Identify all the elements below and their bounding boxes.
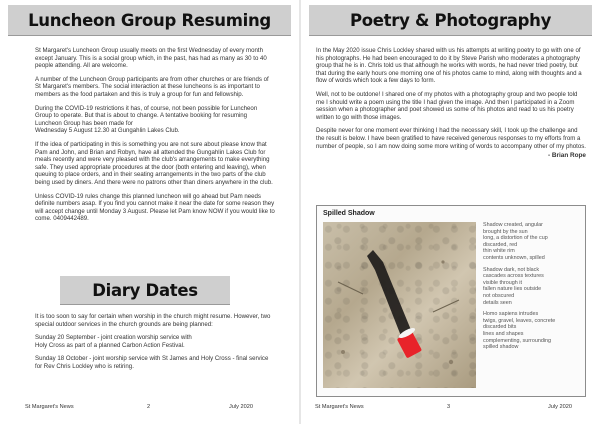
luncheon-heading-band xyxy=(8,5,291,36)
diary-paragraph: Sunday 18 October - joint worship service with St James and Holy Cross - final service for Rev Chris Lockley who is retiring. xyxy=(35,355,269,370)
poetry-heading-band xyxy=(309,5,592,36)
photo-title: Spilled Shadow xyxy=(323,210,375,217)
poem-stanza: Homo sapiens intrudes twigs, gravel, leaves, concrete discarded bits lines and shapes complementing, surrounding spilled shadow xyxy=(483,311,556,351)
poem-stanza: Shadow dark, not black cascades across textures visible through it fallen nature lies outside not obscured details seen xyxy=(483,266,544,306)
gravel-stone xyxy=(341,350,345,354)
footer-publication: St Margaret's News xyxy=(25,404,74,410)
poetry-paragraph: In the May 2020 issue Chris Lockley shared with us his attempts at writing poetry to go with one of his photographs. He had been encouraged to do it by Steve Parish who moderates a photography group that he is in. Chris told us that although he works with words, he had never tried poetry, but that during the early hours one morning one of his photos came to mind, along with thoughts and a flow of words which took a few days to form. xyxy=(316,47,582,85)
luncheon-paragraph: During the COVID-19 restrictions it has, of course, not been possible for Luncheon Group to operate. But that is about to change. A tentative booking for resuming Luncheon Group has been made for Wednesday 5 August 12.30 at Gungahlin Lakes Club. xyxy=(35,104,258,135)
twig xyxy=(433,300,459,312)
luncheon-paragraph: A number of the Luncheon Group participants are from other churches or are friends of St Margaret's members. The social interaction at these luncheons is as important to members as the food partaken and this is truly a group for fun and fellowship. xyxy=(35,75,269,98)
footer-date: July 2020 xyxy=(229,404,253,410)
luncheon-article xyxy=(35,47,275,229)
footer-page-number: 2 xyxy=(147,404,151,410)
gravel-stone xyxy=(441,260,444,263)
diary-article xyxy=(35,313,275,377)
poetry-article xyxy=(316,47,586,160)
poem-stanza: Shadow created, angular brought by the sun long, a distortion of the cup discarded, red thin white rim contents unknown, spilled xyxy=(483,222,548,261)
diary-heading: Diary Dates xyxy=(92,280,198,300)
twig xyxy=(338,282,363,294)
luncheon-paragraph: If the idea of participating in this is something you are not sure about please know that Pam and John, and Brian and Robyn, have all attended the Gungahlin Lakes Club for meals recently and were very pleased with the club's arrangements to make everything safe. They used appropriate procedures at the door (both entering and leaving), when queuing to place orders, and in their seating arrangements in the two parts of the club being used by diners. And there were no patrons other than diners anywhere in the club. xyxy=(35,140,273,186)
poem xyxy=(483,222,581,356)
poetry-heading: Poetry & Photography xyxy=(349,10,552,30)
footer-page-number: 3 xyxy=(447,404,451,410)
photo-artwork xyxy=(323,222,476,388)
footer-publication: St Margaret's News xyxy=(315,404,364,410)
luncheon-paragraph: Unless COVID-19 rules change this planned luncheon will go ahead but Pam needs definite numbers asap. If you find you cannot make it near the date for some reason they will accept change until Monday 3 August. Please let Pam know NOW if you would like to come. 0409442489. xyxy=(35,192,275,223)
author-signature: - Brian Rope xyxy=(548,152,586,160)
diary-paragraph: It is too soon to say for certain when worship in the church might resume. However, two special outdoor services in the church grounds are being planned: xyxy=(35,313,271,328)
diary-paragraph: Sunday 20 September - joint creation worship service with Holy Cross as part of a planned Carbon Action Festival. xyxy=(35,334,192,349)
poetry-paragraph: Well, not to be outdone! I shared one of my photos with a photography group and two people told me I should write a poem using the title I had given the image. And then I participated in a Zoom session when a photographer and poet showed us some of his photos and read to us his poetry written to go with those images. xyxy=(316,90,578,121)
spilled-shadow-photo xyxy=(323,222,476,388)
page-2 xyxy=(0,0,299,424)
photo-poem-box xyxy=(316,205,586,397)
page-3 xyxy=(301,0,600,424)
poetry-paragraph: Despite never for one moment ever thinking I had the necessary skill, I took up the challenge and the result is below. I have been gratified to have received generous responses to my efforts from a number of people, so I am now doing some more writing of words to accompany other of my photos. xyxy=(316,127,586,150)
gravel-stone xyxy=(449,360,453,364)
luncheon-heading: Luncheon Group Resuming xyxy=(28,10,271,30)
cup-shadow xyxy=(367,250,411,336)
diary-heading-band xyxy=(60,276,230,305)
luncheon-paragraph: St Margaret's Luncheon Group usually meets on the first Wednesday of every month except January. This is a social group which, in the past, has had as many as 30 to 40 people attending. All are welcome. xyxy=(35,47,267,70)
footer-date: July 2020 xyxy=(548,404,572,410)
